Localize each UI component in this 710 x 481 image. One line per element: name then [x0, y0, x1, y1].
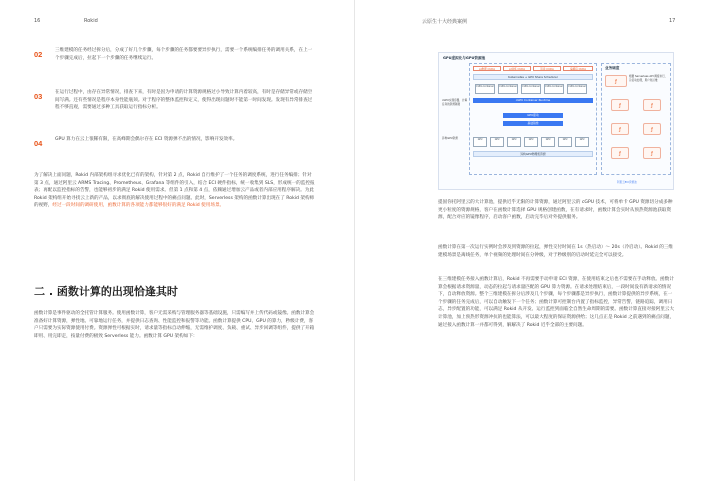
item-text: GPU 算力在云上很稀有限，在高峰期会偶尔存在 ECI 资源弹不出的情况，影响开发效率。 — [55, 137, 238, 142]
item-number: 02 — [34, 50, 43, 59]
side-label-top: cGPU实现容器、计算任务的资源隔离 — [442, 99, 468, 106]
gpu-card: GPU — [524, 137, 538, 147]
driver-bar: GPU驱动 — [503, 113, 563, 118]
body-paragraph — [34, 172, 316, 210]
body-paragraph-text: 为了解决上面问题，Rokid 内部架构组寻求优化已有的架构，针对第 2 点，Rokid 自行维护了一个任务的调度系统，进行任务编排；针对第 3 点，通过阿里云 ARMS Tracing、Prometheus、Grafana 等组件的引入，结合 ECI 硬件指标，统一收集到 SLS，形成统一的监控报表；再配以监控指标的告警，也能够初步的满足 Rokid 使用需求。但第 1 点和第 4 点，依赖通过增加云产品或者内部应用程序解决。为此 Rokid 架构组开始寻找云上新的产品，以求彻底的解决使用过程中的痛点问题。此时，Serverless 架构的函数计算出现在了 Rokid 架构师的视野， — [34, 173, 315, 209]
function-icon: ƒ — [611, 123, 629, 135]
container-card: CUDA Container — [475, 84, 495, 94]
left-page-brand: Rokid — [84, 18, 98, 24]
function-icon: ƒ — [643, 99, 661, 111]
item-number: 03 — [34, 92, 43, 101]
side-note: 根据 Serverless API 调度执行，冷启动处理，用户免运维 — [629, 75, 668, 82]
section-title: 二 . 函数计算的出现恰逢其时 — [34, 285, 178, 298]
container-card: CUDA Container — [544, 84, 564, 94]
gpu-architecture-diagram — [438, 52, 674, 190]
right-paragraph: 提固你托阿里云的大计算池，提供近乎无限的计算资源，通过阿里云的 cGPU 技术，可将单卡 GPU 资源切分成多种更小粒度的资源规格，客户在函数计算选择 GPU 规格创建函数，在有请求时，函数计算会实时从预热资源池获取资源，配合对应的镜像程序，启动客户函数，启动完毕后对外提供服务。 — [438, 200, 673, 221]
container-card: CUDA Container — [498, 84, 518, 94]
container-card: CUDA Container — [521, 84, 541, 94]
business-schedule-title: 业务调度 — [605, 66, 620, 70]
function-icon: ƒ — [611, 99, 629, 111]
function-icon: ƒ — [611, 147, 629, 159]
os-bar: 基础镜像 — [503, 121, 563, 126]
side-label-bottom: 异构GPU资源 — [442, 137, 458, 140]
workload-box: 编解码 CUDA — [563, 66, 593, 71]
function-icon: ƒ — [643, 123, 661, 135]
item-text: 在运行过程中，由存在异常情况，排查下来，有时是因为申请的计算资源规格过小导致计算内着较高，有时是存储异常或存储空间写满。还有些情况是程序本身性能瓶颈。对于程序的整体监控和定义，使得出现问题时不能第一时间发现。发现有异常排查过程不够直观，需要通过多种工具获取运行指标分析。 — [55, 90, 313, 111]
item-number: 04 — [34, 139, 43, 148]
gpu-card: GPU — [575, 137, 589, 147]
diagram-title: GPU虚拟化与GPU资源池 — [443, 56, 486, 60]
gpu-card: GPU — [507, 137, 521, 147]
right-page-number: 17 — [669, 18, 676, 24]
body-paragraph-highlight: 经过一段时间的调研使用，函数计算的各项能力都能够很好的满足 Rokid 使用场景。 — [52, 203, 225, 209]
gpu-card: GPU — [558, 137, 572, 147]
gpu-card: GPU — [490, 137, 504, 147]
gpu-card: GPU — [541, 137, 555, 147]
function-icon: ƒ — [643, 147, 661, 159]
scheduler-bar: Kubernetes + GPU Share Scheduler — [473, 74, 593, 80]
gpu-card: GPU — [473, 137, 487, 147]
workload-box: AI推理 CUDA — [473, 66, 501, 71]
left-page-number: 16 — [34, 18, 41, 24]
function-icon: ƒ — [605, 75, 627, 87]
workload-box: AI训练 CUDA — [503, 66, 531, 71]
right-paragraph: 函数计算在第一次运行实例时会涉及到资源的拉起，弹性交付时间在 1s（热启动）～ 20s（冷启动）。Rokid 的三维建模场景是离线任务，单个视频的处理时间在分钟级，对于秒级别的启动时延完全可以接受。 — [438, 245, 674, 258]
diagram-caption: 阿里云ECI资源池 — [617, 181, 637, 184]
runtime-bar: cGPU Container Runtime — [473, 98, 593, 103]
hardware-bar: 异构GPU物理机资源 — [473, 151, 593, 157]
right-paragraph: 在三维建模任务接入函数计算后，Rokid 不再需要手动申请 ECI 资源，在使用结束之后也不需要在手动释放。函数计算会根据请求资源量，动态的拉起与请求量匹配的 GPU 算力资源。在请求处理结束后，一段时间没有新请求的情况下，自动释放资源。整个三维建模在拆分后涉及几个步骤，每个步骤都是异步执行，函数计算提供的异步系统，在一个步骤的任务完成后，可以自动触发下一个任务；函数计算可控制台内置了指标监控，异常告警，链路追踪，调用日志，异步配置的功能，可以满足 Rokid 从开发、运行监控到面临全自然生命周期的需要。函数计算直接对接阿里云大计算池，加上预热形资源冲抗的也能算法，可以最大程度的保证资源供给；这几点正是 Rokid 之前遇到的痛点问题，通过接入函数计算一并都可得到，解解决了 Rokid 近乎全部的主要问题。 — [438, 277, 675, 328]
section-body: 函数计算是事件驱动的全托管计算服务。使用函数计算，客户无需采购与管理服务器等基础设施，只需编写并上传代码或镜像。函数计算会准备好计算资源，弹性地、可靠地运行任务，并提供日志查询、性能监控和报警等功能。函数计算提供 CPU、GPU 的算力，秒级计费，客户只需要为实际资源使用付费。资源弹性可根据实时，请求量等指标自动伸缩，无需维护调度、负载、重试、异步回调等组件，提供了开箱即用、用完即走，按量付费的极致 Serverless 能力。函数计算 GPU 架构如下： — [34, 311, 315, 339]
workload-box: 渲染 CUDA — [533, 66, 561, 71]
right-page-header-title: 云原生十大经典案例 — [422, 19, 468, 25]
container-card: CUDA Container — [567, 84, 587, 94]
item-text: 三维建模的任务经过拆分后，分成了好几个步骤，每个步骤的任务都要要异步执行，需要一个系统编排任务的调用关系，在上一个步骤完成后，拉起下一个步骤的任务继续运行。 — [55, 48, 313, 61]
